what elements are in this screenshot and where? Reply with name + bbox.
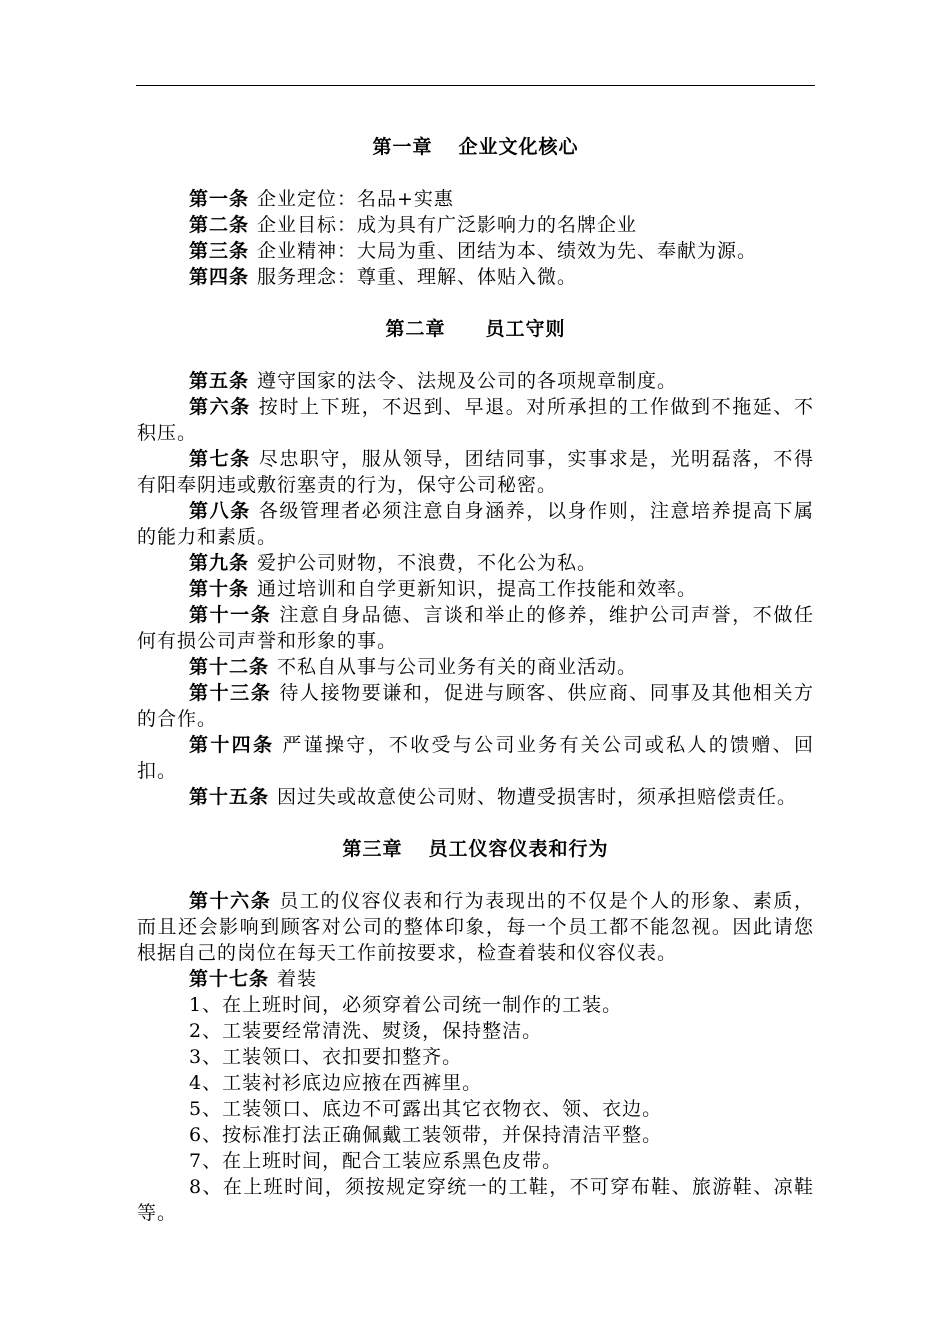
list-item: 2、工装要经常清洗、熨烫，保持整洁。: [189, 1020, 543, 1042]
chapter-1-title: 企业文化核心: [458, 136, 579, 158]
article-17: 第十七条 着装: [189, 968, 318, 990]
chapter-3-heading: [137, 836, 814, 862]
header-rule: [136, 85, 815, 86]
article-14: 第十四条 严谨操守，不收受与公司业务有关公司或私人的馈赠、回扣。: [137, 734, 814, 782]
list-item: 1、在上班时间，必须穿着公司统一制作的工装。: [189, 994, 623, 1016]
document-body: [137, 134, 814, 1226]
list-item: 8、在上班时间，须按规定穿统一的工鞋，不可穿布鞋、旅游鞋、凉鞋等。: [137, 1176, 814, 1224]
article-13: 第十三条 待人接物要谦和，促进与顾客、供应商、同事及其他相关方的合作。: [137, 682, 814, 730]
article-15: 第十五条 因过失或故意使公司财、物遭受损害时，须承担赔偿责任。: [189, 786, 798, 808]
article-1: 第一条 企业定位：名品+实惠: [189, 188, 454, 210]
article-12: 第十二条 不私自从事与公司业务有关的商业活动。: [189, 656, 638, 678]
article-11: 第十一条 注意自身品德、言谈和举止的修养，维护公司声誉，不做任何有损公司声誉和形象的事。: [137, 604, 814, 652]
list-item: 4、工装衬衫底边应掖在西裤里。: [189, 1072, 483, 1094]
chapter-2-title: 员工守则: [485, 318, 566, 340]
article-9: 第九条 爱护公司财物，不浪费，不化公为私。: [189, 552, 598, 574]
list-item: 5、工装领口、底边不可露出其它衣物衣、领、衣边。: [189, 1098, 663, 1120]
article-5: 第五条 遵守国家的法令、法规及公司的各项规章制度。: [189, 370, 678, 392]
article-4: 第四条 服务理念：尊重、理解、体贴入微。: [189, 266, 578, 288]
chapter-2-number: 第二章: [385, 318, 446, 340]
article-3: 第三条 企业精神：大局为重、团结为本、绩效为先、奉献为源。: [189, 240, 758, 262]
chapter-2-heading: [137, 316, 814, 342]
article-8: 第八条 各级管理者必须注意自身涵养，以身作则，注意培养提高下属的能力和素质。: [137, 500, 814, 548]
chapter-1-number: 第一章: [372, 136, 433, 158]
list-item: 6、按标准打法正确佩戴工装领带，并保持清洁平整。: [189, 1124, 663, 1146]
article-7: 第七条 尽忠职守，服从领导，团结同事，实事求是，光明磊落，不得有阳奉阴违或敷衍塞责的行为，保守公司秘密。: [137, 448, 814, 496]
article-16: 第十六条 员工的仪容仪表和行为表现出的不仅是个人的形象、素质，而且还会影响到顾客对公司的整体印象，每一个员工都不能忽视。因此请您根据自己的岗位在每天工作前按要求，检查着装和仪容仪表。: [137, 890, 814, 964]
chapter-3-number: 第三章: [342, 838, 403, 860]
chapter-1-heading: [137, 134, 814, 160]
article-10: 第十条 通过培训和自学更新知识，提高工作技能和效率。: [189, 578, 698, 600]
chapter-3-title: 员工仪容仪表和行为: [428, 838, 609, 860]
list-item: 7、在上班时间，配合工装应系黑色皮带。: [189, 1150, 563, 1172]
article-6: 第六条 按时上下班，不迟到、早退。对所承担的工作做到不拖延、不积压。: [137, 396, 814, 444]
list-item: 3、工装领口、衣扣要扣整齐。: [189, 1046, 463, 1068]
article-2: 第二条 企业目标：成为具有广泛影响力的名牌企业: [189, 214, 638, 236]
